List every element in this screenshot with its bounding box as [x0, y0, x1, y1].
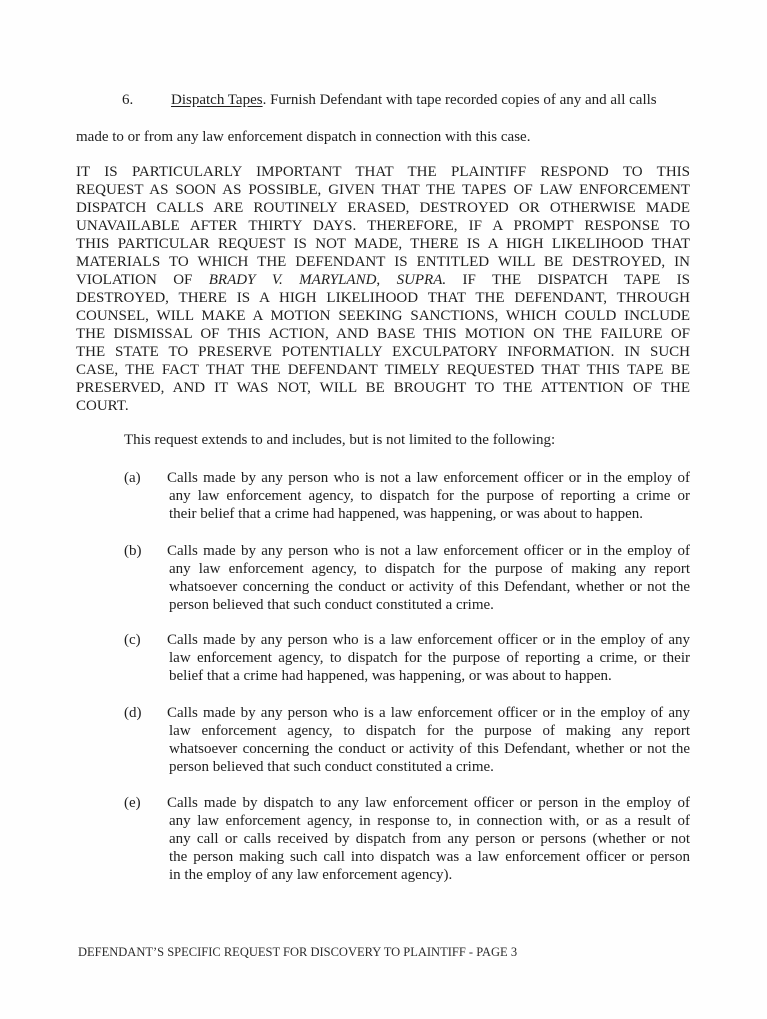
- paragraph-number: 6.: [122, 92, 134, 108]
- list-item-label: (c): [124, 632, 141, 648]
- paragraph-title-suffix: . Furnish Defendant with tape recorded copies of any and all calls: [262, 92, 657, 108]
- list-item-line: any call or calls received by dispatch from any person or persons (whether or not: [169, 831, 690, 847]
- list-item-line: Calls made by dispatch to any law enforcement officer or person in the employ of: [167, 795, 690, 811]
- list-item-body: [169, 631, 690, 685]
- case-citation: BRADY V. MARYLAND: [208, 272, 377, 288]
- list-item-line: in the employ of any law enforcement agency).: [169, 867, 453, 883]
- list-item-line: any law enforcement agency, to dispatch for the purpose of making any report: [169, 561, 690, 577]
- list-item-line: Calls made by any person who is a law enforcement officer or in the employ of any: [167, 705, 690, 721]
- warning-block: [76, 163, 690, 415]
- list-item-line: their belief that a crime had happened, was happening, or was about to happen.: [169, 506, 644, 522]
- list-item-line: person believed that such conduct constituted a crime.: [169, 597, 494, 613]
- warning-line-violation: [76, 271, 690, 289]
- paragraph-title: Dispatch Tapes: [171, 92, 263, 108]
- paragraph-continuation: made to or from any law enforcement dispatch in connection with this case.: [76, 129, 531, 145]
- list-item-line: Calls made by any person who is not a law enforcement officer or in the employ of: [167, 543, 690, 559]
- warning-line: MATERIALS TO WHICH THE DEFENDANT IS ENTITLED WILL BE DESTROYED, IN: [76, 254, 690, 270]
- list-item-body: [169, 469, 690, 523]
- list-item-line: belief that a crime had happened, was happening, or was about to happen.: [169, 668, 612, 684]
- violation-suffix: IF THE DISPATCH TAPE IS: [446, 272, 690, 288]
- list-item-line: the person making such call into dispatch was a law enforcement officer or person: [169, 849, 690, 865]
- request-intro: This request extends to and includes, but is not limited to the following:: [124, 432, 556, 448]
- warning-line: CASE, THE FACT THAT THE DEFENDANT TIMELY REQUESTED THAT THIS TAPE BE: [76, 362, 690, 378]
- list-item-body: [169, 542, 690, 614]
- warning-line: THIS PARTICULAR REQUEST IS NOT MADE, THERE IS A HIGH LIKELIHOOD THAT: [76, 236, 690, 252]
- list-item-line: Calls made by any person who is a law enforcement officer or in the employ of any: [167, 632, 690, 648]
- list-item-line: person believed that such conduct constituted a crime.: [169, 759, 494, 775]
- supra-citation: SUPRA.: [396, 272, 447, 288]
- warning-line: IT IS PARTICULARLY IMPORTANT THAT THE PLAINTIFF RESPOND TO THIS: [76, 164, 690, 180]
- list-item-line: any law enforcement agency, to dispatch for the purpose of reporting a crime or: [169, 488, 690, 504]
- list-item-label: (d): [124, 705, 142, 721]
- list-item-label: (a): [124, 470, 141, 486]
- list-item-line: Calls made by any person who is not a law enforcement officer or in the employ of: [167, 470, 690, 486]
- list-item-line: whatsoever concerning the conduct or activity of this Defendant, whether or not the: [169, 741, 690, 757]
- page-footer: DEFENDANT’S SPECIFIC REQUEST FOR DISCOVERY TO PLAINTIFF - PAGE 3: [78, 945, 518, 959]
- warning-line: COUNSEL, WILL MAKE A MOTION SEEKING SANCTIONS, WHICH COULD INCLUDE: [76, 308, 690, 324]
- list-item-body: [169, 794, 690, 884]
- paragraph-first-line: [171, 90, 691, 110]
- warning-line: THE DISMISSAL OF THIS ACTION, AND BASE THIS MOTION ON THE FAILURE OF: [76, 326, 690, 342]
- warning-line: DESTROYED, THERE IS A HIGH LIKELIHOOD THAT THE DEFENDANT, THROUGH: [76, 290, 690, 306]
- warning-line: PRESERVED, AND IT WAS NOT, WILL BE BROUGHT TO THE ATTENTION OF THE: [76, 380, 690, 396]
- citation-comma: ,: [376, 272, 397, 288]
- list-item-body: [169, 704, 690, 776]
- list-item-line: law enforcement agency, to dispatch for the purpose of reporting a crime, or their: [169, 650, 690, 666]
- list-item-line: any law enforcement agency, in response to, in connection with, or as a result of: [169, 813, 690, 829]
- warning-line: UNAVAILABLE AFTER THIRTY DAYS. THEREFORE, IF A PROMPT RESPONSE TO: [76, 218, 690, 234]
- list-item-label: (b): [124, 543, 142, 559]
- list-item-label: (e): [124, 795, 141, 811]
- warning-line: COURT.: [76, 398, 129, 414]
- list-item-line: whatsoever concerning the conduct or activity of this Defendant, whether or not the: [169, 579, 690, 595]
- list-item-line: law enforcement agency, to dispatch for the purpose of making any report: [169, 723, 690, 739]
- warning-line: REQUEST AS SOON AS POSSIBLE, GIVEN THAT THE TAPES OF LAW ENFORCEMENT: [76, 182, 690, 198]
- warning-line: DISPATCH CALLS ARE ROUTINELY ERASED, DESTROYED OR OTHERWISE MADE: [76, 200, 690, 216]
- violation-prefix: VIOLATION OF: [76, 272, 209, 288]
- warning-line: THE STATE TO PRESERVE POTENTIALLY EXCULPATORY INFORMATION. IN SUCH: [76, 344, 690, 360]
